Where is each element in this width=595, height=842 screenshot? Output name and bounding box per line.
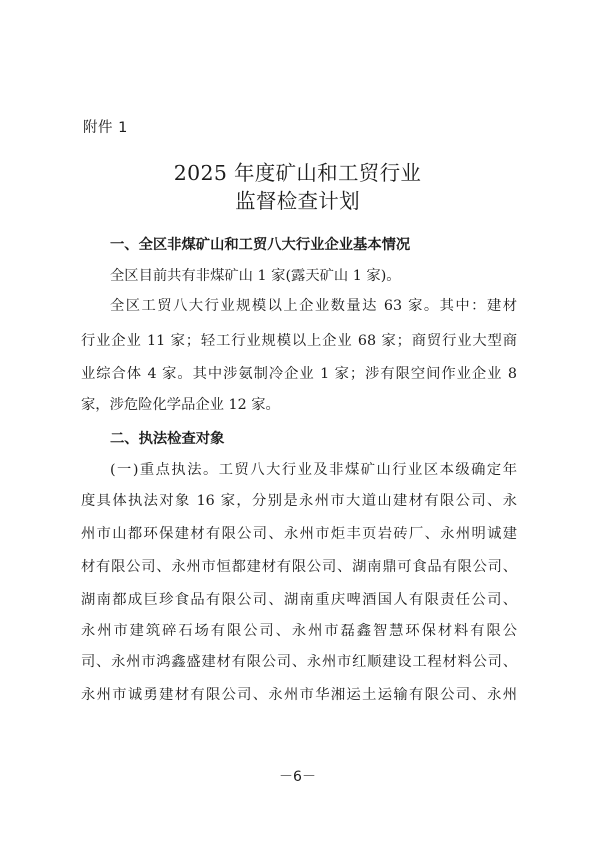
paragraph-line: 行业企业 11 家；轻工行业规模以上企业 68 家；商贸行业大型商 <box>81 333 517 349</box>
section-heading-2: 二、执法检查对象 <box>110 431 225 447</box>
paragraph-line: 家，涉危险化学品企业 12 家。 <box>81 397 280 413</box>
paragraph-line: 湖南都成巨珍食品有限公司、湖南重庆啤酒国人有限责任公司、 <box>81 592 517 608</box>
paragraph-line: 州市山都环保建材有限公司、永州市炬丰页岩砖厂、永州明诚建 <box>81 526 517 542</box>
paragraph-line: 全区目前共有非煤矿山 1 家(露天矿山 1 家)。 <box>110 268 401 284</box>
paragraph-line: 永州市建筑碎石场有限公司、永州市磊鑫智慧环保材料有限公 <box>81 623 517 639</box>
attachment-label: 附件 1 <box>83 120 128 136</box>
paragraph-line: 司、永州市鸿鑫盛建材有限公司、永州市红顺建设工程材料公司、 <box>81 654 517 670</box>
paragraph-line: 全区工贸八大行业规模以上企业数量达 63 家。其中：建材 <box>110 298 517 314</box>
paragraph-line: 度具体执法对象 16 家，分别是永州市大道山建材有限公司、永 <box>81 493 517 509</box>
section-heading-1: 一、全区非煤矿山和工贸八大行业企业基本情况 <box>110 237 411 253</box>
paragraph-line: (一)重点执法。工贸八大行业及非煤矿山行业区本级确定年 <box>110 462 517 478</box>
page-number: －6－ <box>279 769 316 785</box>
document-title-line-1: 2025 年度矿山和工贸行业 <box>173 161 422 185</box>
paragraph-line: 业综合体 4 家。其中涉氨制冷企业 1 家；涉有限空间作业企业 8 <box>81 366 517 382</box>
document-title-line-2: 监督检查计划 <box>235 189 360 213</box>
paragraph-line: 材有限公司、永州市恒都建材有限公司、湖南鼎可食品有限公司、 <box>81 559 517 575</box>
paragraph-line: 永州市诚勇建材有限公司、永州市华湘运土运输有限公司、永州 <box>81 687 517 703</box>
